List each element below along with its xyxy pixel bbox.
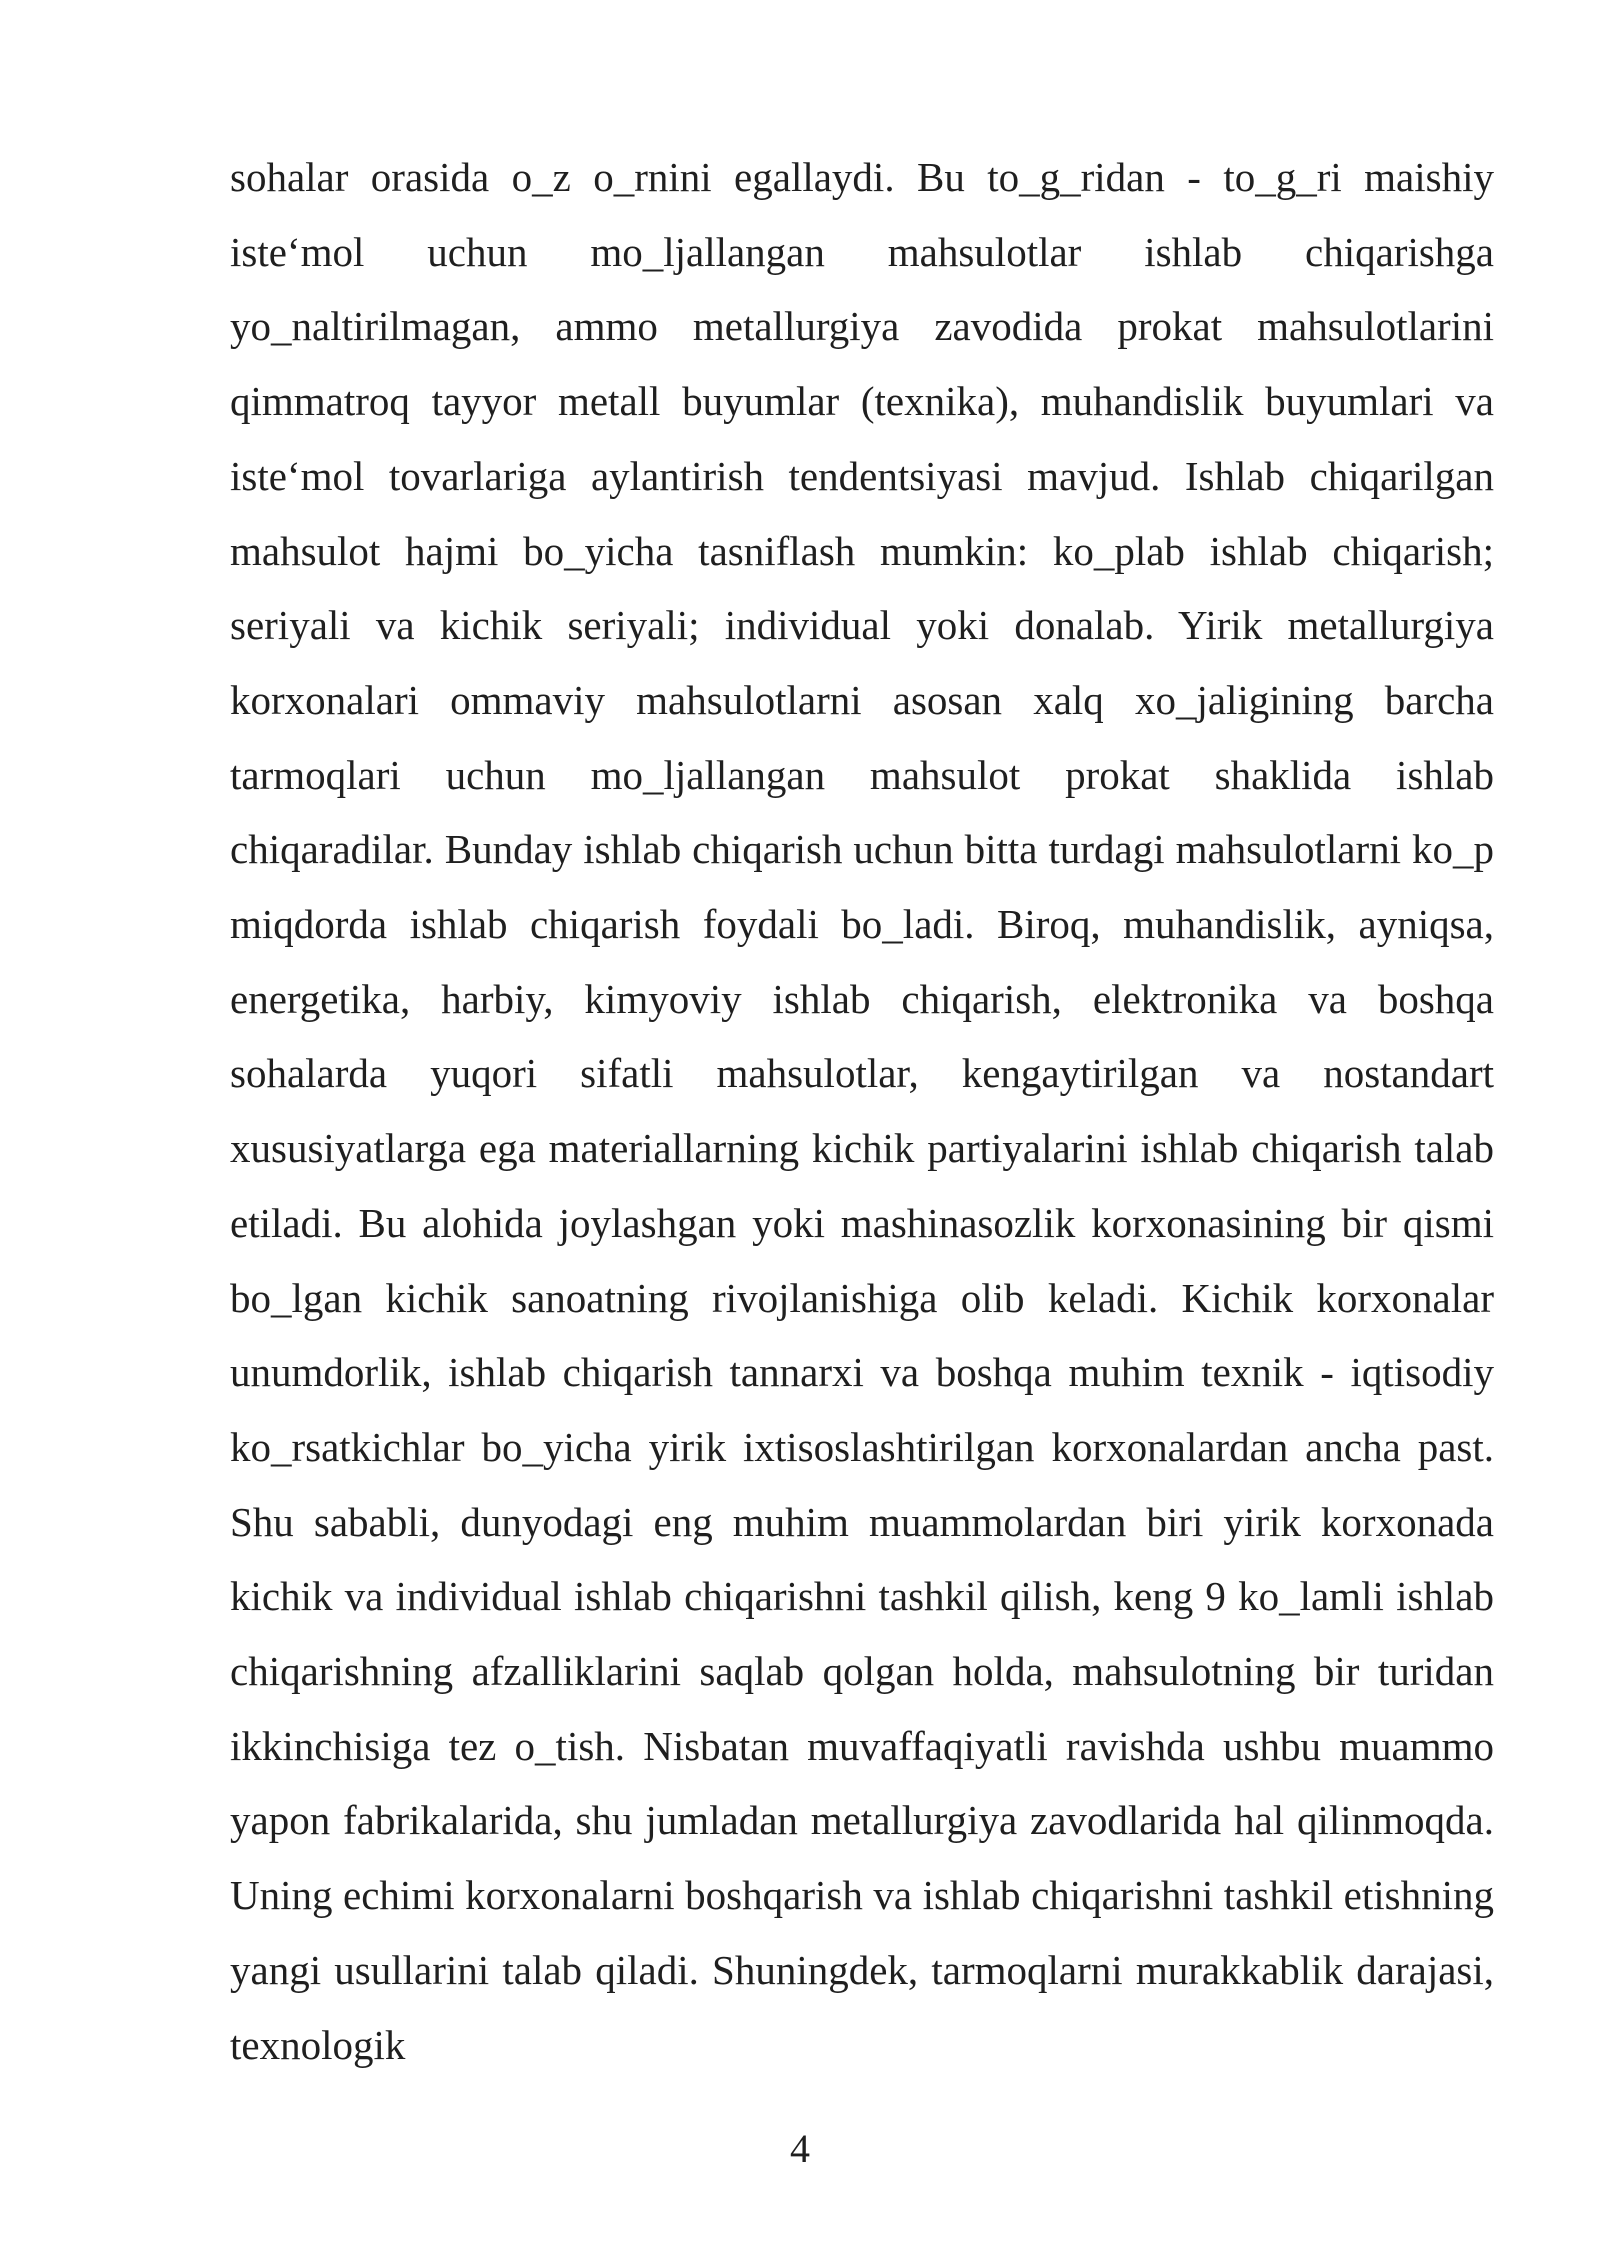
body-paragraph: sohalar orasida o_z o_rnini egallaydi. Bu to_g_ridan - to_g_ri maishiy iste‘mol uchun mo_ljallangan mahsulotlar ishlab chiqarishga yo_naltirilmagan, ammo metallurgiya zavodida prokat mahsulotlarini qimmatroq tayyor metall buyumlar (texnika), muhandislik buyumlari va iste‘mol tovarlariga aylantirish tendentsiyasi mavjud. Ishlab chiqarilgan mahsulot hajmi bo_yicha tasniflash mumkin: ko_plab ishlab chiqarish; seriyali va kichik seriyali; individual yoki donalab. Yirik metallurgiya korxonalari ommaviy mahsulotlarni asosan xalq xo_jaligining barcha tarmoqlari uchun mo_ljallangan mahsulot prokat shaklida ishlab chiqaradilar. Bunday ishlab chiqarish uchun bitta turdagi mahsulotlarni ko_p miqdorda ishlab chiqarish foydali bo_ladi. Biroq, muhandislik, ayniqsa, energetika, harbiy, kimyoviy ishlab chiqarish, elektronika va boshqa sohalarda yuqori sifatli mahsulotlar, kengaytirilgan va nostandart xususiyatlarga ega materiallarning kichik partiyalarini ishlab chiqarish talab etiladi. Bu alohida joylashgan yoki mashinasozlik korxonasining bir qismi bo_lgan kichik sanoatning rivojlanishiga olib keladi. Kichik korxonalar unumdorlik, ishlab chiqarish tannarxi va boshqa muhim texnik - iqtisodiy ko_rsatkichlar bo_yicha yirik ixtisoslashtirilgan korxonalardan ancha past. Shu sababli, dunyodagi eng muhim muammolardan biri yirik korxonada kichik va individual ishlab chiqarishni tashkil qilish, keng 9 ko_lamli ishlab chiqarishning afzalliklarini saqlab qolgan holda, mahsulotning bir turidan ikkinchisiga tez o_tish. Nisbatan muvaffaqiyatli ravishda ushbu muammo yapon fabrikalarida, shu jumladan metallurgiya zavodlarida hal qilinmoqda. Uning echimi korxonalarni boshqarish va ishlab chiqarishni tashkil etishning yangi usullarini talab qiladi. Shuningdek, tarmoqlarni murakkablik darajasi, texnologik <box>230 154 1494 2068</box>
page-number: 4 <box>790 2126 810 2171</box>
